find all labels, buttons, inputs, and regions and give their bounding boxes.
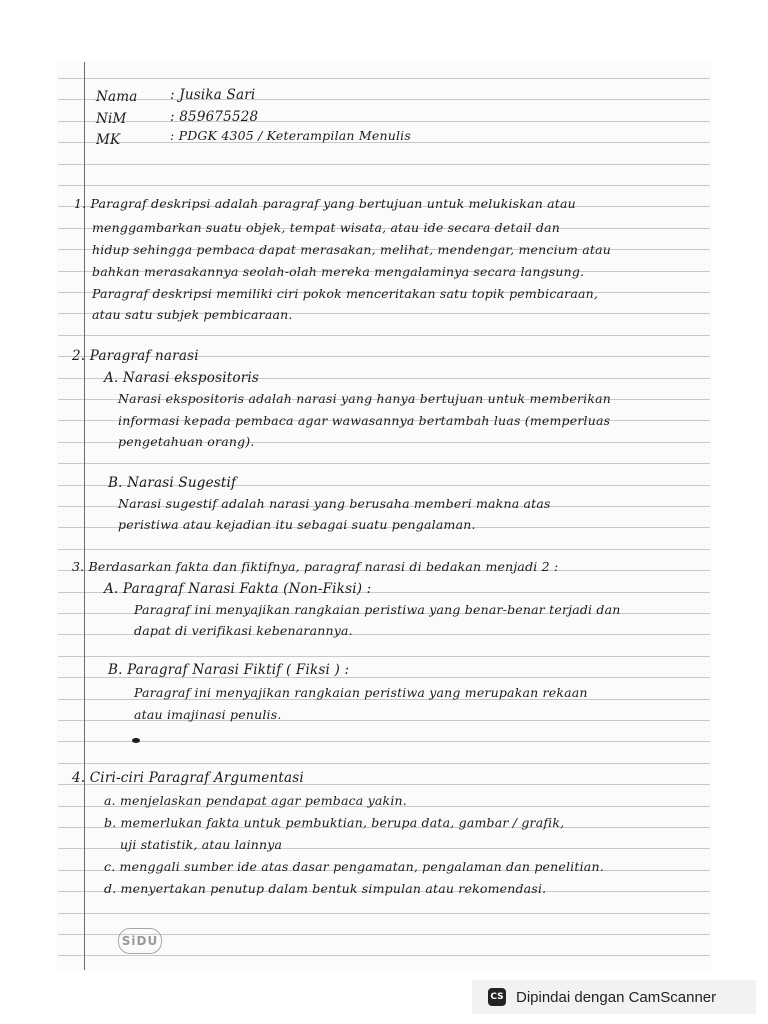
sub-heading: A. Paragraf Narasi Fakta (Non-Fiksi) :	[104, 581, 372, 597]
list-item: d. menyertakan penutup dalam bentuk simpulan atau rekomendasi.	[104, 881, 547, 896]
ruled-line	[58, 164, 710, 165]
ruled-line	[58, 741, 710, 742]
text-line: peristiwa atau kejadian itu sebagai suatu pengalaman.	[118, 517, 476, 532]
ruled-line	[58, 656, 710, 657]
list-item: b. memerlukan fakta untuk pembuktian, berupa data, gambar / grafik,	[104, 815, 565, 830]
list-item: a. menjelaskan pendapat agar pembaca yakin.	[104, 793, 407, 808]
ruled-line	[58, 335, 710, 336]
text-line: Narasi ekspositoris adalah narasi yang hanya bertujuan untuk memberikan	[118, 391, 612, 406]
section-heading: 3. Berdasarkan fakta dan fiktifnya, paragraf narasi di bedakan menjadi 2 :	[72, 559, 559, 574]
text-line: 1. Paragraf deskripsi adalah paragraf yang bertujuan untuk melukiskan atau	[74, 196, 576, 211]
notebook-logo: SiDU	[118, 928, 162, 954]
list-item: c. menggali sumber ide atas dasar pengamatan, pengalaman dan penelitian.	[104, 859, 604, 874]
name-label: Nama	[96, 89, 138, 105]
text-line: Paragraf ini menyajikan rangkaian peristiwa yang benar-benar terjadi dan	[134, 602, 621, 617]
text-line: menggambarkan suatu objek, tempat wisata, atau ide secara detail dan	[92, 220, 561, 235]
ruled-line	[58, 549, 710, 550]
ruled-line	[58, 955, 710, 956]
text-line: informasi kepada pembaca agar wawasannya bertambah luas (memperluas	[118, 413, 611, 428]
list-item: uji statistik, atau lainnya	[120, 837, 283, 852]
text-line: bahkan merasakannya seolah-olah mereka mengalaminya secara langsung.	[92, 264, 585, 279]
section-heading: 4. Ciri-ciri Paragraf Argumentasi	[72, 770, 304, 786]
text-line: atau satu subjek pembicaraan.	[92, 307, 293, 322]
text-line: Narasi sugestif adalah narasi yang berusaha memberi makna atas	[118, 496, 551, 511]
ruled-line	[58, 121, 710, 122]
ruled-line	[58, 78, 710, 79]
text-line: atau imajinasi penulis.	[134, 707, 282, 722]
text-line: Paragraf ini menyajikan rangkaian peristiwa yang merupakan rekaan	[134, 685, 588, 700]
text-line: Paragraf deskripsi memiliki ciri pokok menceritakan satu topik pembicaraan,	[92, 286, 599, 301]
ink-blot	[132, 738, 140, 743]
mk-value: : PDGK 4305 / Keterampilan Menulis	[170, 128, 411, 143]
camscanner-icon: CS	[488, 988, 506, 1006]
sub-heading: B. Narasi Sugestif	[108, 475, 237, 491]
notebook-page	[58, 62, 710, 970]
ruled-line	[58, 463, 710, 464]
text-line: hidup sehingga pembaca dapat merasakan, melihat, mendengar, mencium atau	[92, 242, 612, 257]
name-value: : Jusika Sari	[170, 87, 256, 103]
ruled-line	[58, 913, 710, 914]
section-heading: 2. Paragraf narasi	[72, 348, 199, 364]
nim-label: NiM	[96, 111, 127, 127]
ruled-line	[58, 185, 710, 186]
sub-heading: A. Narasi ekspositoris	[104, 370, 259, 386]
mk-label: MK	[96, 132, 121, 148]
camscanner-watermark	[472, 980, 756, 1014]
text-line: pengetahuan orang).	[118, 434, 255, 449]
ruled-line	[58, 99, 710, 100]
sub-heading: B. Paragraf Narasi Fiktif ( Fiksi ) :	[108, 662, 350, 678]
text-line: dapat di verifikasi kebenarannya.	[134, 623, 353, 638]
ruled-line	[58, 763, 710, 764]
camscanner-label: Dipindai dengan CamScanner	[516, 988, 717, 1006]
nim-value: : 859675528	[170, 109, 259, 125]
